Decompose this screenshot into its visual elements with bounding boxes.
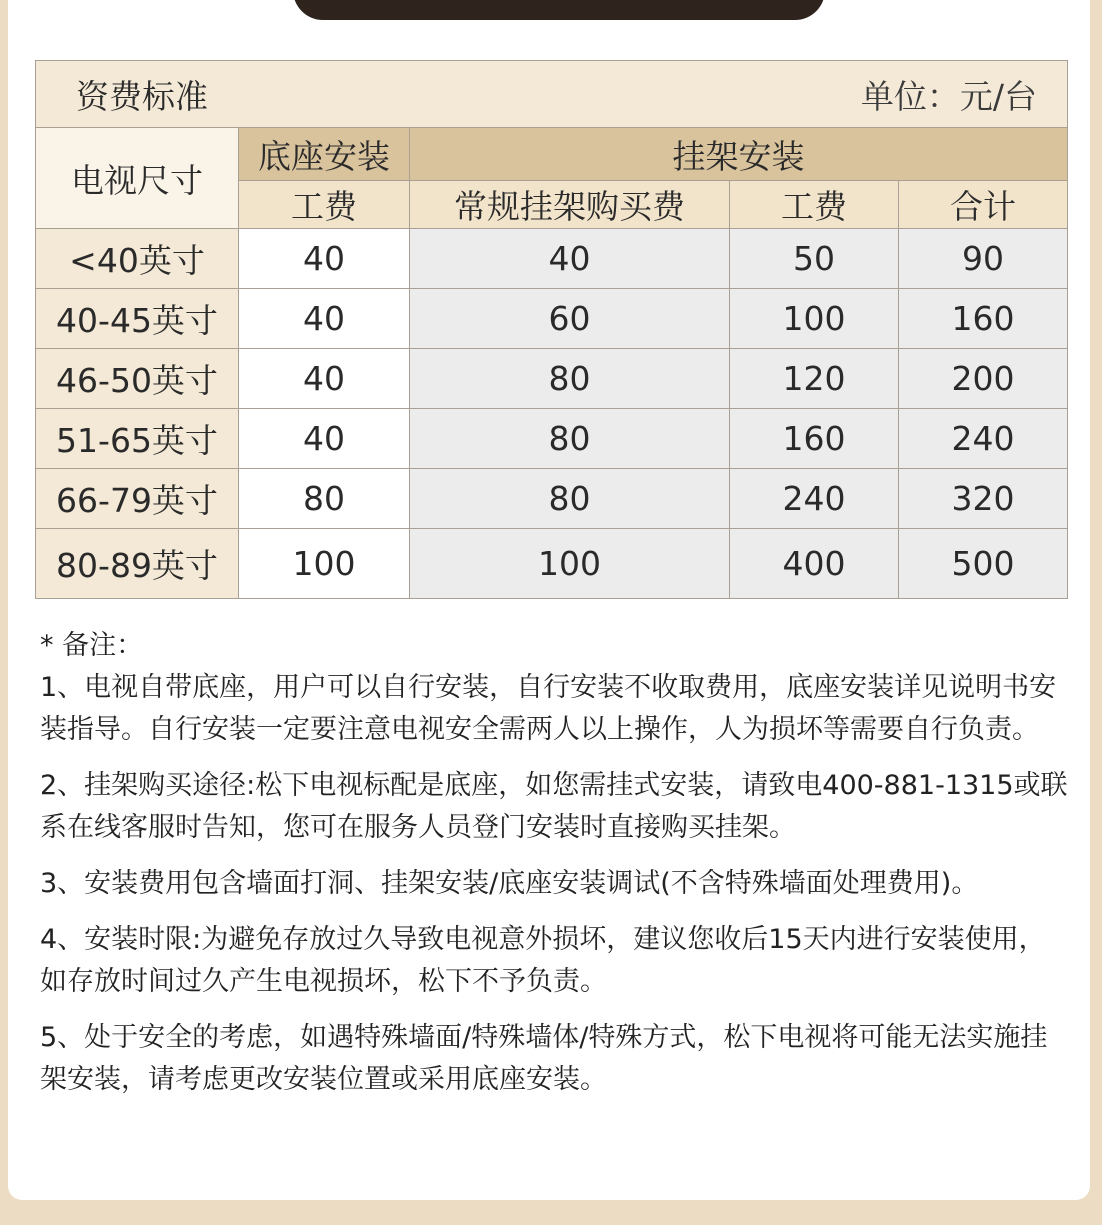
cell-labor: 240 <box>730 469 899 529</box>
cell-total: 90 <box>899 229 1068 289</box>
header-total: 合计 <box>899 181 1068 229</box>
cell-labor: 400 <box>730 529 899 599</box>
table-row <box>36 289 1068 349</box>
cell-size: 40-45英寸 <box>36 289 239 349</box>
notes-section <box>40 625 1070 1115</box>
fee-table-title: 资费标准 <box>36 61 730 128</box>
cell-size: 46-50英寸 <box>36 349 239 409</box>
header-banner <box>293 0 825 20</box>
cell-bracket: 100 <box>410 529 730 599</box>
cell-labor: 160 <box>730 409 899 469</box>
note-item: 3、安装费用包含墙面打洞、挂架安装/底座安装调试(不含特殊墙面处理费用)。 <box>40 868 979 899</box>
cell-bracket: 80 <box>410 349 730 409</box>
cell-total: 240 <box>899 409 1068 469</box>
header-bracket-price: 常规挂架购买费 <box>410 181 730 229</box>
cell-labor: 120 <box>730 349 899 409</box>
header-row-1 <box>36 128 1068 181</box>
header-base-install: 底座安装 <box>239 128 410 181</box>
table-row <box>36 229 1068 289</box>
notes-heading: * 备注： <box>40 630 144 661</box>
cell-bracket: 60 <box>410 289 730 349</box>
table-row <box>36 529 1068 599</box>
cell-total: 320 <box>899 469 1068 529</box>
header-base-labor: 工费 <box>239 181 410 229</box>
cell-size: <40英寸 <box>36 229 239 289</box>
cell-size: 80-89英寸 <box>36 529 239 599</box>
cell-bracket: 80 <box>410 469 730 529</box>
fee-table-unit: 单位：元/台 <box>730 61 1068 128</box>
cell-size: 51-65英寸 <box>36 409 239 469</box>
table-row <box>36 349 1068 409</box>
cell-total: 160 <box>899 289 1068 349</box>
cell-size: 66-79英寸 <box>36 469 239 529</box>
cell-base: 40 <box>239 289 410 349</box>
note-item: 4、安装时限:为避免存放过久导致电视意外损坏，建议您收后15天内进行安装使用，如存放时间过久产生电视损坏，松下不予负责。 <box>40 924 1046 997</box>
header-tv-size: 电视尺寸 <box>36 128 239 229</box>
cell-bracket: 80 <box>410 409 730 469</box>
header-wall-labor: 工费 <box>730 181 899 229</box>
cell-total: 500 <box>899 529 1068 599</box>
content-card <box>8 0 1090 1200</box>
note-item: 1、电视自带底座，用户可以自行安装，自行安装不收取费用，底座安装详见说明书安装指导。自行安装一定要注意电视安全需两人以上操作，人为损坏等需要自行负责。 <box>40 672 1057 745</box>
cell-base: 100 <box>239 529 410 599</box>
table-row <box>36 409 1068 469</box>
cell-labor: 100 <box>730 289 899 349</box>
note-item: 2、挂架购买途径:松下电视标配是底座，如您需挂式安装，请致电400-881-1315或联系在线客服时告知，您可在服务人员登门安装时直接购买挂架。 <box>40 770 1068 843</box>
cell-labor: 50 <box>730 229 899 289</box>
note-item: 5、处于安全的考虑，如遇特殊墙面/特殊墙体/特殊方式，松下电视将可能无法实施挂架安装，请考虑更改安装位置或采用底座安装。 <box>40 1022 1048 1095</box>
cell-bracket: 40 <box>410 229 730 289</box>
cell-total: 200 <box>899 349 1068 409</box>
cell-base: 40 <box>239 229 410 289</box>
cell-base: 40 <box>239 409 410 469</box>
cell-base: 40 <box>239 349 410 409</box>
header-wall-install: 挂架安装 <box>410 128 1068 181</box>
fee-table-title-row <box>36 61 1068 128</box>
table-row <box>36 469 1068 529</box>
cell-base: 80 <box>239 469 410 529</box>
fee-table <box>35 60 1068 599</box>
